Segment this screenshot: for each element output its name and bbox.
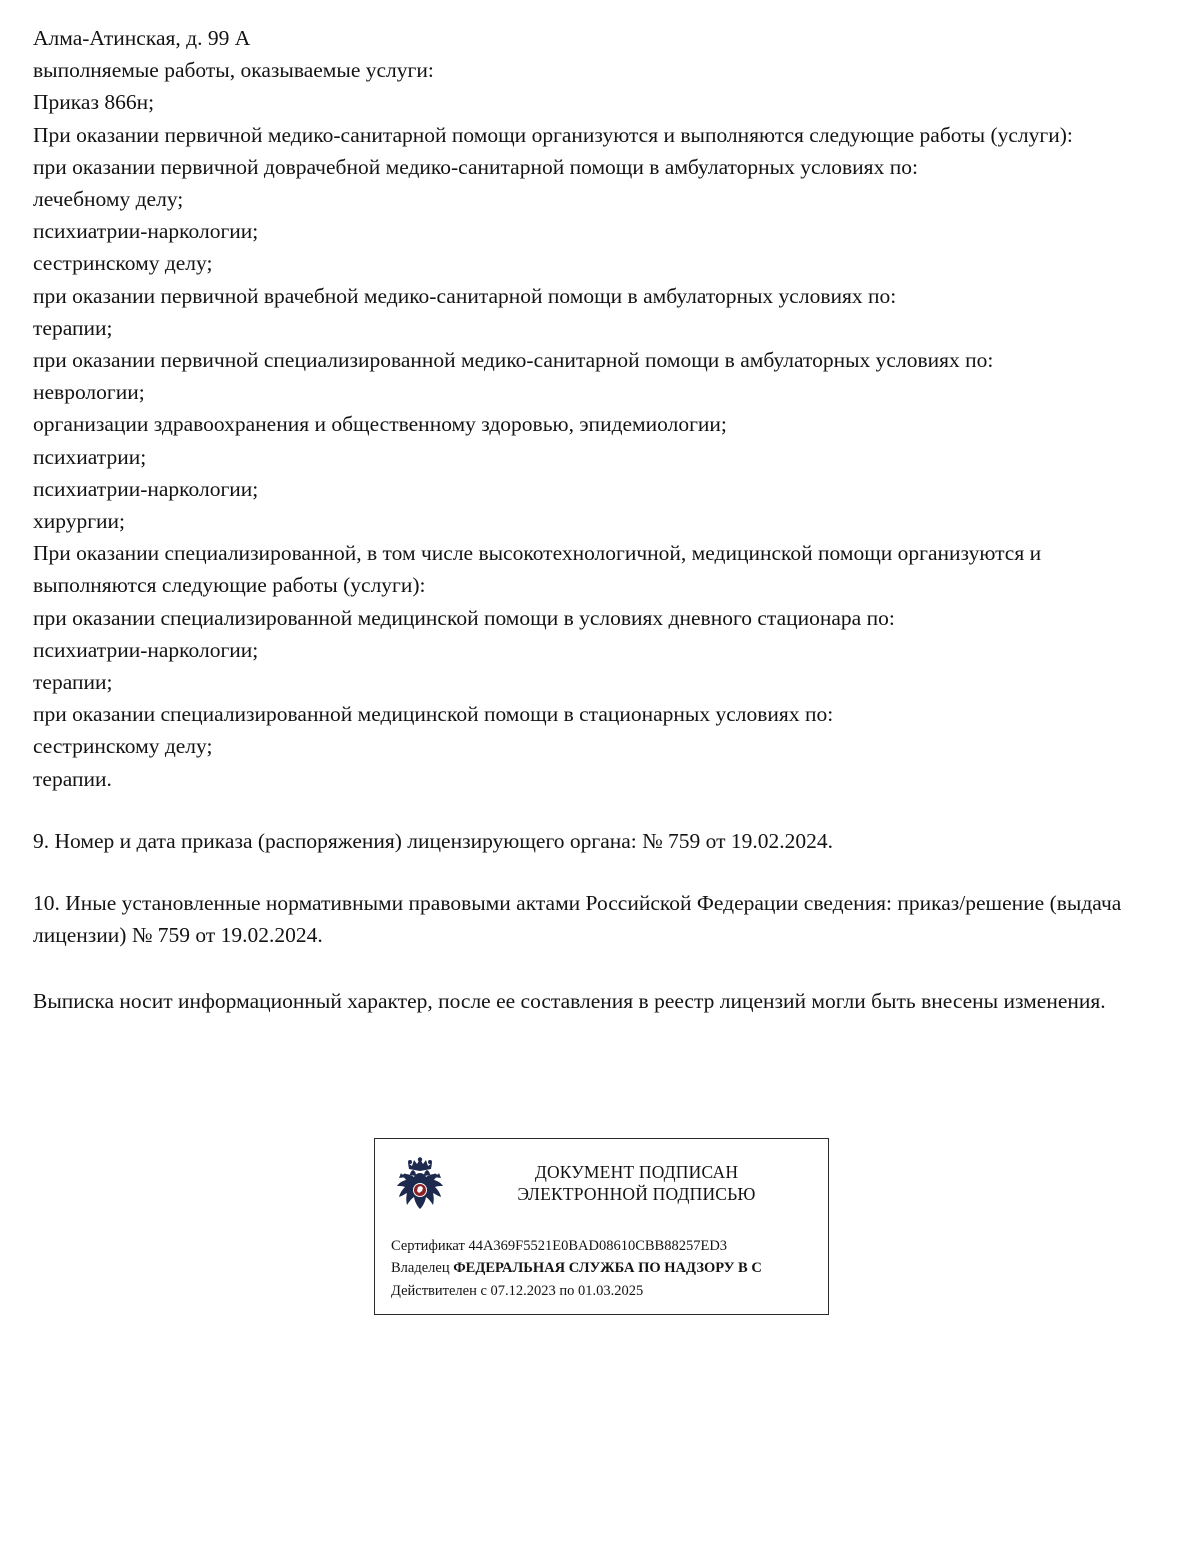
clause-10: 10. Иные установленные нормативными правовыми актами Российской Федерации сведения: приказ/решение (выдача лицензии) № 759 от 19.02.2024.	[33, 891, 1127, 948]
certificate-label: Сертификат	[391, 1237, 465, 1254]
specialized-care-intro: При оказании специализированной, в том числе высокотехнологичной, медицинской помощи организуются и выполняются следующие работы (услуги):	[33, 541, 1047, 598]
service-item: терапии;	[33, 315, 113, 340]
clause-9: 9. Номер и дата приказа (распоряжения) лицензирующего органа: № 759 от 19.02.2024.	[33, 828, 834, 853]
pre-medical-care-heading: при оказании первичной доврачебной медико-санитарной помощи в амбулаторных условиях по:	[33, 154, 918, 179]
signature-stamp-area	[33, 1138, 1170, 1316]
inpatient-heading: при оказании специализированной медицинской помощи в стационарных условиях по:	[33, 702, 834, 727]
stamp-header	[385, 1153, 818, 1233]
service-item: лечебному делу;	[33, 187, 184, 212]
specialized-primary-care-heading: при оказании первичной специализированной медико-санитарной помощи в амбулаторных условиях по:	[33, 348, 994, 373]
works-services-heading: выполняемые работы, оказываемые услуги:	[33, 58, 434, 83]
certificate-value: 44A369F5521E0BAD08610CBB88257ED3	[468, 1237, 728, 1254]
service-item: психиатрии-наркологии;	[33, 637, 259, 662]
service-item: хирургии;	[33, 509, 126, 534]
order-reference: Приказ 866н;	[33, 90, 155, 115]
spacer	[33, 795, 1170, 825]
service-item: сестринскому делу;	[33, 734, 213, 759]
spacer	[33, 857, 1170, 887]
electronic-signature-stamp	[374, 1138, 829, 1316]
day-hospital-heading: при оказании специализированной медицинской помощи в условиях дневного стационара по:	[33, 605, 895, 630]
stamp-title-line-1: ДОКУМЕНТ ПОДПИСАН	[534, 1161, 739, 1182]
informational-note: Выписка носит информационный характер, после ее составления в реестр лицензий могли быть внесены изменения.	[33, 989, 1106, 1014]
service-item: терапии;	[33, 670, 113, 695]
service-item: терапии.	[33, 766, 112, 791]
service-item: психиатрии-наркологии;	[33, 476, 259, 501]
owner-label: Владелец	[391, 1260, 450, 1277]
validity-line: Действителен с 07.12.2023 по 01.03.2025	[391, 1282, 644, 1299]
primary-care-intro: При оказании первичной медико-санитарной помощи организуются и выполняются следующие работы (услуги):	[33, 122, 1073, 147]
service-item: неврологии;	[33, 380, 145, 405]
russian-coat-of-arms-icon	[389, 1157, 451, 1223]
certificate-line	[391, 1235, 816, 1258]
stamp-title	[461, 1157, 818, 1205]
service-item: организации здравоохранения и общественному здоровью, эпидемиологии;	[33, 412, 727, 437]
address-line: Алма-Атинская, д. 99 А	[33, 26, 251, 50]
service-item: психиатрии-наркологии;	[33, 219, 259, 244]
service-item: психиатрии;	[33, 444, 147, 469]
owner-line	[391, 1257, 816, 1280]
spacer	[33, 951, 1170, 985]
stamp-title-line-2: ЭЛЕКТРОННОЙ ПОДПИСЬЮ	[517, 1183, 756, 1204]
owner-value: ФЕДЕРАЛЬНАЯ СЛУЖБА ПО НАДЗОРУ В С	[453, 1260, 762, 1277]
physician-care-heading: при оказании первичной врачебной медико-санитарной помощи в амбулаторных условиях по:	[33, 283, 897, 308]
stamp-details	[385, 1233, 818, 1303]
service-item: сестринскому делу;	[33, 251, 213, 276]
document-body	[33, 22, 1170, 1018]
